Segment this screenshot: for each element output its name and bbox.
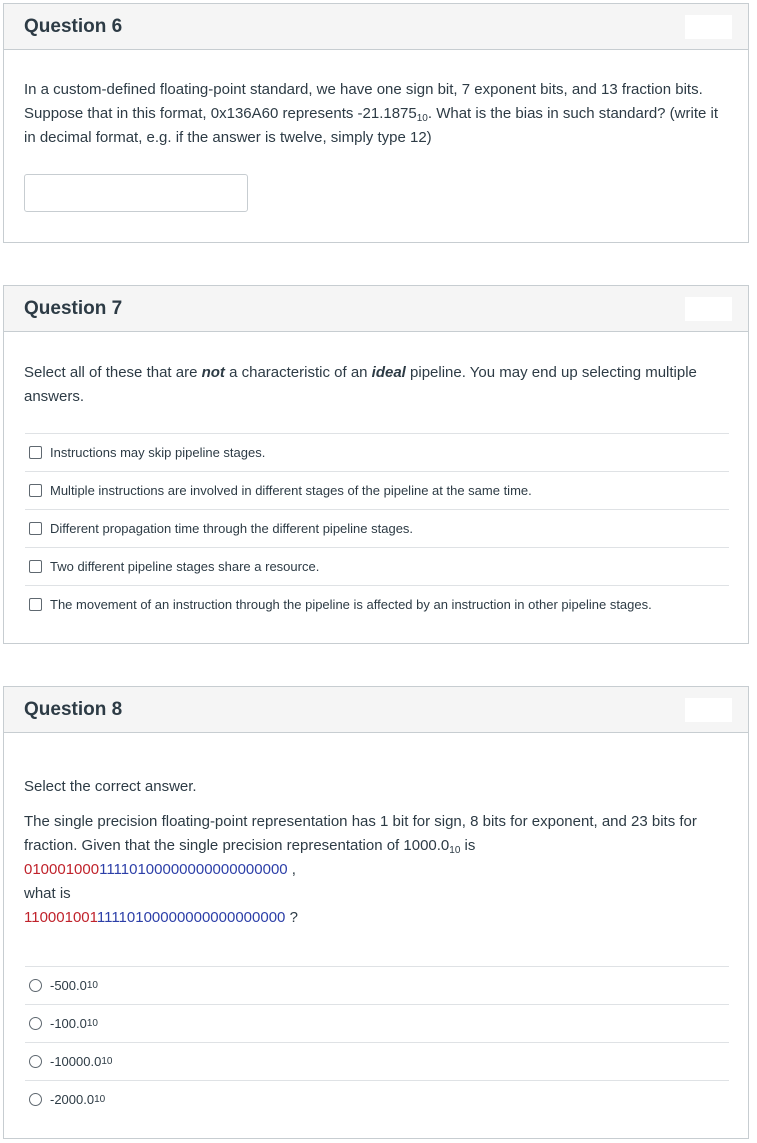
question-6-card — [3, 3, 749, 243]
question-8-option[interactable]: -10000.0 10 — [25, 1042, 729, 1080]
checkbox[interactable] — [29, 598, 42, 611]
radio-button[interactable] — [29, 1093, 42, 1106]
question-6-header — [4, 4, 748, 50]
question-6-answer-input[interactable] — [24, 174, 248, 212]
bit-string-2: 11000100111110100000000000000000 ? — [24, 909, 298, 926]
question-7-option[interactable]: Multiple instructions are involved in different stages of the pipeline at the same time. — [25, 471, 729, 509]
question-8-points-box — [685, 698, 732, 722]
question-6-title: Question 6 — [24, 15, 123, 37]
radio-button[interactable] — [29, 979, 42, 992]
question-8-option[interactable]: -2000.0 10 — [25, 1080, 729, 1118]
question-8-option[interactable]: -500.0 10 — [25, 966, 729, 1004]
question-7-points-box — [685, 297, 732, 321]
question-7-title: Question 7 — [24, 297, 123, 319]
checkbox[interactable] — [29, 484, 42, 497]
bit-string-1: 01000100011110100000000000000000 , — [24, 861, 296, 878]
checkbox[interactable] — [29, 560, 42, 573]
question-6-text: In a custom-defined floating-point standard, we have one sign bit, 7 exponent bits, and 13 fraction bits. Suppose that in this format, 0x136A60 represents $-21.1875_{10}$. What is the bias in such standard? (write it in decimal format, e.g. if the answer is twelve, simply type 12) — [24, 81, 719, 146]
question-7-option[interactable]: Different propagation time through the different pipeline stages. — [25, 509, 729, 547]
question-8-card — [3, 686, 749, 1139]
question-8-intro: Select the correct answer. — [24, 778, 197, 795]
question-6-points-box — [685, 15, 732, 39]
checkbox[interactable] — [29, 446, 42, 459]
question-7-card — [3, 285, 749, 644]
question-7-header — [4, 286, 748, 332]
question-7-options — [25, 433, 729, 623]
radio-button[interactable] — [29, 1017, 42, 1030]
question-8-options — [25, 966, 729, 1118]
question-7-option[interactable]: The movement of an instruction through the pipeline is affected by an instruction in other pipeline stages. — [25, 585, 729, 623]
question-8-header — [4, 687, 748, 733]
question-8-body: The single precision floating-point representation has 1 bit for sign, 8 bits for exponent, and 23 bits for fraction. Given that the single precision representation of $1000.0_{10}$ is 01000100011110100000000000000000 , what is 11000100111110100000000000000000 ? — [24, 813, 697, 926]
radio-button[interactable] — [29, 1055, 42, 1068]
question-7-option[interactable]: Instructions may skip pipeline stages. — [25, 433, 729, 471]
question-8-title: Question 8 — [24, 698, 123, 720]
checkbox[interactable] — [29, 522, 42, 535]
question-7-prompt: Select all of these that are not a characteristic of an ideal pipeline. You may end up selecting multiple answers. — [24, 364, 697, 405]
question-8-option[interactable]: -100.0 10 — [25, 1004, 729, 1042]
question-7-option[interactable]: Two different pipeline stages share a resource. — [25, 547, 729, 585]
